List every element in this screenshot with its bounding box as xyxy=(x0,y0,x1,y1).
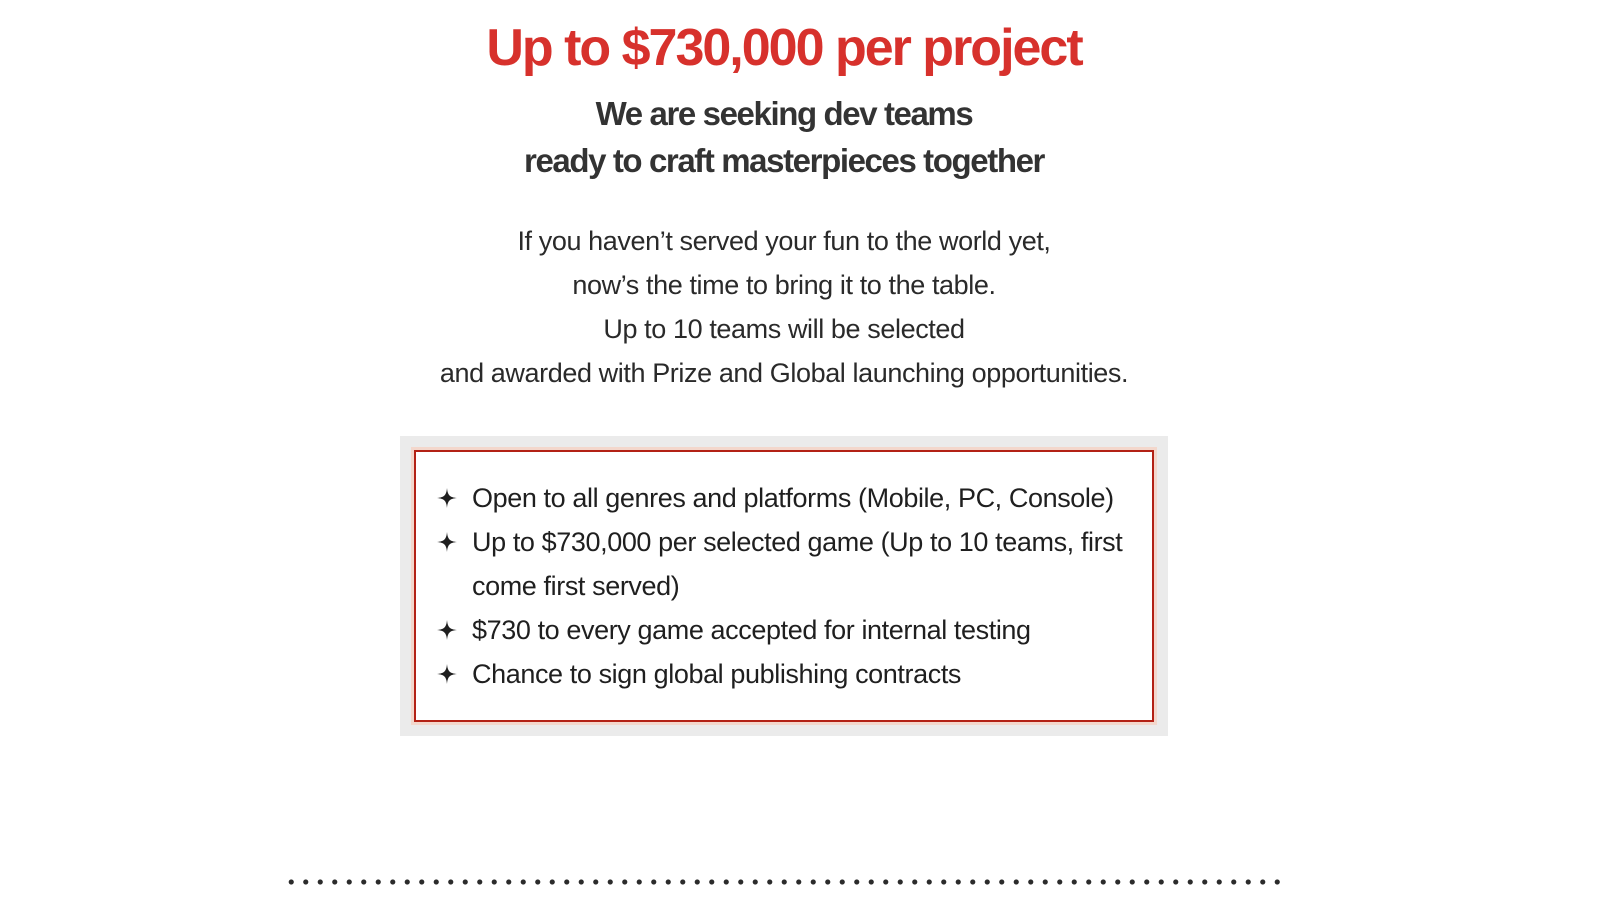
feature-text: Open to all genres and platforms (Mobile, PC, Console) xyxy=(472,483,1114,513)
features-box xyxy=(414,450,1154,722)
description-line-4: and awarded with Prize and Global launching opportunities. xyxy=(439,358,1129,388)
features-list xyxy=(436,476,1148,696)
headline: Up to $730,000 per project xyxy=(486,19,1082,77)
feature-text: Chance to sign global publishing contracts xyxy=(472,659,962,689)
feature-item xyxy=(436,520,1148,608)
description xyxy=(0,219,1568,395)
feature-item xyxy=(436,608,1148,652)
features-panel xyxy=(400,436,1168,736)
feature-item xyxy=(436,652,1148,696)
four-point-star-icon xyxy=(436,619,458,641)
feature-item xyxy=(436,476,1148,520)
feature-text: Up to $730,000 per selected game (Up to 10 teams, first come first served) xyxy=(472,527,1123,601)
four-point-star-icon xyxy=(436,487,458,509)
subheadline-line-1: We are seeking dev teams xyxy=(595,95,973,132)
four-point-star-icon xyxy=(436,663,458,685)
description-line-1: If you haven’t served your fun to the world yet, xyxy=(517,226,1051,256)
description-line-2: now’s the time to bring it to the table. xyxy=(572,270,996,300)
subheadline-line-2: ready to craft masterpieces together xyxy=(524,142,1044,179)
description-line-3: Up to 10 teams will be selected xyxy=(603,314,965,344)
feature-text: $730 to every game accepted for internal testing xyxy=(472,615,1031,645)
four-point-star-icon xyxy=(436,531,458,553)
dotted-divider xyxy=(284,878,1288,886)
subheadline xyxy=(0,90,1568,184)
